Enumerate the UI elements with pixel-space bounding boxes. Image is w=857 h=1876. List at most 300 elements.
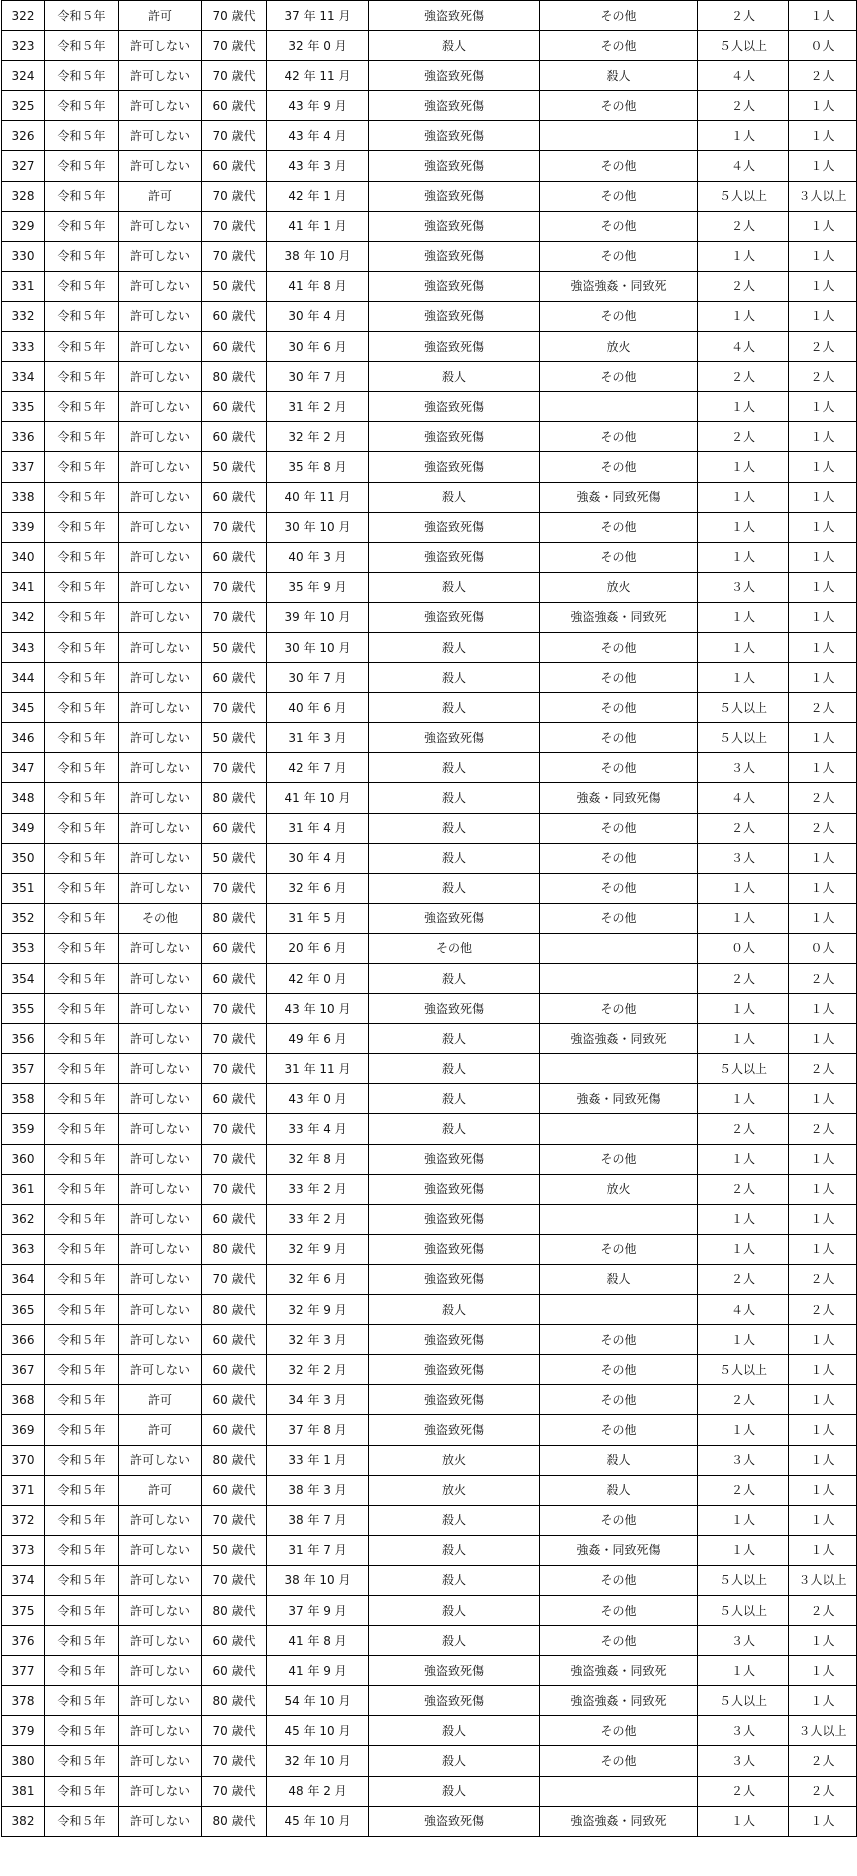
row-number-cell: 372 — [2, 1505, 45, 1535]
victims-count-cell: ２人 — [698, 422, 789, 452]
secondary-offense-cell — [540, 1776, 698, 1806]
decision-cell: 許可しない — [119, 1686, 202, 1716]
victims-count-cell: １人 — [698, 1505, 789, 1535]
secondary-offense-cell: その他 — [540, 723, 698, 753]
decision-cell: 許可しない — [119, 1626, 202, 1656]
primary-offense-cell: 殺人 — [369, 813, 540, 843]
table-row — [2, 663, 857, 693]
victims-count-cell: ２人 — [698, 362, 789, 392]
primary-offense-cell: 殺人 — [369, 1295, 540, 1325]
row-number-cell: 368 — [2, 1385, 45, 1415]
row-number-cell: 324 — [2, 61, 45, 91]
period-cell: 33 年 2 月 — [267, 1204, 369, 1234]
victims-count-cell: １人 — [698, 663, 789, 693]
row-number-cell: 328 — [2, 181, 45, 211]
period-cell: 39 年 10 月 — [267, 602, 369, 632]
primary-offense-cell: 強盗致死傷 — [369, 392, 540, 422]
table-row — [2, 422, 857, 452]
secondary-offense-cell: その他 — [540, 1595, 698, 1625]
secondary-offense-cell: その他 — [540, 753, 698, 783]
year-cell: 令和５年 — [45, 1204, 119, 1234]
year-cell: 令和５年 — [45, 332, 119, 362]
row-number-cell: 322 — [2, 1, 45, 31]
period-cell: 41 年 9 月 — [267, 1656, 369, 1686]
row-number-cell: 380 — [2, 1746, 45, 1776]
decision-cell: 許可しない — [119, 1054, 202, 1084]
year-cell: 令和５年 — [45, 392, 119, 422]
primary-offense-cell: 強盗致死傷 — [369, 1234, 540, 1264]
decision-cell: 許可しない — [119, 1565, 202, 1595]
age-group-cell: 80 歳代 — [202, 1686, 267, 1716]
deaths-count-cell: １人 — [789, 602, 857, 632]
age-group-cell: 80 歳代 — [202, 1234, 267, 1264]
row-number-cell: 375 — [2, 1595, 45, 1625]
secondary-offense-cell: その他 — [540, 663, 698, 693]
row-number-cell: 346 — [2, 723, 45, 753]
age-group-cell: 70 歳代 — [202, 181, 267, 211]
table-row — [2, 241, 857, 271]
victims-count-cell: １人 — [698, 1806, 789, 1836]
victims-count-cell: ５人以上 — [698, 1595, 789, 1625]
year-cell: 令和５年 — [45, 1505, 119, 1535]
table-row — [2, 783, 857, 813]
deaths-count-cell: １人 — [789, 1, 857, 31]
deaths-count-cell: １人 — [789, 121, 857, 151]
table-row — [2, 1204, 857, 1234]
primary-offense-cell: 殺人 — [369, 843, 540, 873]
deaths-count-cell: １人 — [789, 271, 857, 301]
primary-offense-cell: 強盗致死傷 — [369, 1355, 540, 1385]
table-row — [2, 1385, 857, 1415]
row-number-cell: 342 — [2, 602, 45, 632]
document-page — [1, 0, 857, 1837]
primary-offense-cell: 殺人 — [369, 1776, 540, 1806]
victims-count-cell: ５人以上 — [698, 1686, 789, 1716]
secondary-offense-cell: その他 — [540, 1325, 698, 1355]
secondary-offense-cell: その他 — [540, 1505, 698, 1535]
row-number-cell: 361 — [2, 1174, 45, 1204]
secondary-offense-cell: 強盗強姦・同致死 — [540, 1656, 698, 1686]
year-cell: 令和５年 — [45, 1595, 119, 1625]
row-number-cell: 381 — [2, 1776, 45, 1806]
decision-cell: 許可しない — [119, 301, 202, 331]
victims-count-cell: ３人 — [698, 753, 789, 783]
primary-offense-cell: 殺人 — [369, 632, 540, 662]
year-cell: 令和５年 — [45, 1114, 119, 1144]
primary-offense-cell: 殺人 — [369, 1505, 540, 1535]
secondary-offense-cell: 殺人 — [540, 61, 698, 91]
deaths-count-cell: １人 — [789, 422, 857, 452]
primary-offense-cell: 強盗致死傷 — [369, 452, 540, 482]
secondary-offense-cell — [540, 1114, 698, 1144]
period-cell: 40 年 3 月 — [267, 542, 369, 572]
primary-offense-cell: 殺人 — [369, 572, 540, 602]
decision-cell: 許可しない — [119, 211, 202, 241]
victims-count-cell: １人 — [698, 632, 789, 662]
deaths-count-cell: ２人 — [789, 1264, 857, 1294]
primary-offense-cell: 強盗致死傷 — [369, 1144, 540, 1174]
decision-cell: 許可しない — [119, 663, 202, 693]
primary-offense-cell: 強盗致死傷 — [369, 903, 540, 933]
table-row — [2, 31, 857, 61]
primary-offense-cell: 強盗致死傷 — [369, 241, 540, 271]
table-row — [2, 723, 857, 753]
primary-offense-cell: 強盗致死傷 — [369, 1686, 540, 1716]
period-cell: 45 年 10 月 — [267, 1716, 369, 1746]
decision-cell: 許可しない — [119, 1174, 202, 1204]
row-number-cell: 345 — [2, 693, 45, 723]
age-group-cell: 70 歳代 — [202, 1264, 267, 1294]
victims-count-cell: ４人 — [698, 61, 789, 91]
row-number-cell: 367 — [2, 1355, 45, 1385]
primary-offense-cell: 強盗致死傷 — [369, 723, 540, 753]
primary-offense-cell: 放火 — [369, 1445, 540, 1475]
decision-cell: 許可しない — [119, 873, 202, 903]
decision-cell: 許可しない — [119, 392, 202, 422]
row-number-cell: 326 — [2, 121, 45, 151]
age-group-cell: 60 歳代 — [202, 1475, 267, 1505]
period-cell: 30 年 10 月 — [267, 512, 369, 542]
row-number-cell: 347 — [2, 753, 45, 783]
row-number-cell: 348 — [2, 783, 45, 813]
period-cell: 30 年 6 月 — [267, 332, 369, 362]
primary-offense-cell: 強盗致死傷 — [369, 61, 540, 91]
primary-offense-cell: 強盗致死傷 — [369, 1656, 540, 1686]
year-cell: 令和５年 — [45, 241, 119, 271]
row-number-cell: 359 — [2, 1114, 45, 1144]
decision-cell: 許可しない — [119, 1716, 202, 1746]
table-row — [2, 1174, 857, 1204]
table-row — [2, 1295, 857, 1325]
year-cell: 令和５年 — [45, 1144, 119, 1174]
table-row — [2, 1806, 857, 1836]
deaths-count-cell: １人 — [789, 572, 857, 602]
decision-cell: 許可しない — [119, 1806, 202, 1836]
deaths-count-cell: １人 — [789, 873, 857, 903]
decision-cell: 許可しない — [119, 362, 202, 392]
decision-cell: 許可しない — [119, 933, 202, 963]
primary-offense-cell: 殺人 — [369, 1626, 540, 1656]
age-group-cell: 60 歳代 — [202, 91, 267, 121]
deaths-count-cell: １人 — [789, 452, 857, 482]
age-group-cell: 70 歳代 — [202, 572, 267, 602]
age-group-cell: 50 歳代 — [202, 723, 267, 753]
row-number-cell: 341 — [2, 572, 45, 602]
age-group-cell: 70 歳代 — [202, 1, 267, 31]
primary-offense-cell: 強盗致死傷 — [369, 994, 540, 1024]
deaths-count-cell: ２人 — [789, 1746, 857, 1776]
secondary-offense-cell: 強盗強姦・同致死 — [540, 602, 698, 632]
table-row — [2, 1776, 857, 1806]
deaths-count-cell: １人 — [789, 843, 857, 873]
period-cell: 40 年 11 月 — [267, 482, 369, 512]
secondary-offense-cell: その他 — [540, 301, 698, 331]
primary-offense-cell: 殺人 — [369, 1024, 540, 1054]
period-cell: 42 年 0 月 — [267, 964, 369, 994]
secondary-offense-cell: 放火 — [540, 1174, 698, 1204]
age-group-cell: 50 歳代 — [202, 452, 267, 482]
victims-count-cell: ５人以上 — [698, 693, 789, 723]
victims-count-cell: ５人以上 — [698, 181, 789, 211]
secondary-offense-cell: その他 — [540, 1415, 698, 1445]
primary-offense-cell: 殺人 — [369, 31, 540, 61]
secondary-offense-cell: 強盗強姦・同致死 — [540, 271, 698, 301]
age-group-cell: 70 歳代 — [202, 241, 267, 271]
secondary-offense-cell: その他 — [540, 151, 698, 181]
table-row — [2, 1114, 857, 1144]
decision-cell: 許可しない — [119, 31, 202, 61]
deaths-count-cell: ２人 — [789, 1054, 857, 1084]
primary-offense-cell: 強盗致死傷 — [369, 422, 540, 452]
year-cell: 令和５年 — [45, 1264, 119, 1294]
deaths-count-cell: ３人以上 — [789, 1565, 857, 1595]
victims-count-cell: ２人 — [698, 1114, 789, 1144]
year-cell: 令和５年 — [45, 1565, 119, 1595]
secondary-offense-cell — [540, 1295, 698, 1325]
deaths-count-cell: １人 — [789, 663, 857, 693]
primary-offense-cell: 殺人 — [369, 1565, 540, 1595]
table-row — [2, 1264, 857, 1294]
primary-offense-cell: 殺人 — [369, 663, 540, 693]
secondary-offense-cell: その他 — [540, 873, 698, 903]
decision-cell: 許可しない — [119, 632, 202, 662]
row-number-cell: 352 — [2, 903, 45, 933]
victims-count-cell: １人 — [698, 1656, 789, 1686]
row-number-cell: 323 — [2, 31, 45, 61]
deaths-count-cell: １人 — [789, 512, 857, 542]
year-cell: 令和５年 — [45, 1415, 119, 1445]
year-cell: 令和５年 — [45, 964, 119, 994]
secondary-offense-cell: その他 — [540, 1746, 698, 1776]
row-number-cell: 364 — [2, 1264, 45, 1294]
deaths-count-cell: ２人 — [789, 61, 857, 91]
secondary-offense-cell: その他 — [540, 693, 698, 723]
row-number-cell: 379 — [2, 1716, 45, 1746]
decision-cell: 許可しない — [119, 271, 202, 301]
age-group-cell: 70 歳代 — [202, 512, 267, 542]
primary-offense-cell: 強盗致死傷 — [369, 332, 540, 362]
row-number-cell: 358 — [2, 1084, 45, 1114]
victims-count-cell: １人 — [698, 1234, 789, 1264]
table-row — [2, 512, 857, 542]
victims-count-cell: ２人 — [698, 1, 789, 31]
decision-cell: 許可しない — [119, 1776, 202, 1806]
age-group-cell: 70 歳代 — [202, 1505, 267, 1535]
age-group-cell: 60 歳代 — [202, 301, 267, 331]
primary-offense-cell: その他 — [369, 933, 540, 963]
row-number-cell: 350 — [2, 843, 45, 873]
deaths-count-cell: １人 — [789, 1144, 857, 1174]
victims-count-cell: １人 — [698, 241, 789, 271]
table-row — [2, 1084, 857, 1114]
year-cell: 令和５年 — [45, 1626, 119, 1656]
primary-offense-cell: 放火 — [369, 1475, 540, 1505]
victims-count-cell: ２人 — [698, 271, 789, 301]
decision-cell: 許可しない — [119, 1114, 202, 1144]
period-cell: 40 年 6 月 — [267, 693, 369, 723]
secondary-offense-cell: その他 — [540, 211, 698, 241]
table-row — [2, 994, 857, 1024]
victims-count-cell: ５人以上 — [698, 1054, 789, 1084]
victims-count-cell: ３人 — [698, 1626, 789, 1656]
secondary-offense-cell: その他 — [540, 1355, 698, 1385]
secondary-offense-cell — [540, 964, 698, 994]
victims-count-cell: ３人 — [698, 1746, 789, 1776]
period-cell: 31 年 11 月 — [267, 1054, 369, 1084]
year-cell: 令和５年 — [45, 1174, 119, 1204]
decision-cell: 許可しない — [119, 1295, 202, 1325]
deaths-count-cell: １人 — [789, 1024, 857, 1054]
row-number-cell: 373 — [2, 1535, 45, 1565]
victims-count-cell: ２人 — [698, 813, 789, 843]
row-number-cell: 363 — [2, 1234, 45, 1264]
period-cell: 31 年 5 月 — [267, 903, 369, 933]
row-number-cell: 360 — [2, 1144, 45, 1174]
secondary-offense-cell: その他 — [540, 632, 698, 662]
table-row — [2, 1415, 857, 1445]
table-row — [2, 1716, 857, 1746]
primary-offense-cell: 殺人 — [369, 1746, 540, 1776]
year-cell: 令和５年 — [45, 271, 119, 301]
primary-offense-cell: 強盗致死傷 — [369, 121, 540, 151]
table-row — [2, 903, 857, 933]
deaths-count-cell: １人 — [789, 392, 857, 422]
row-number-cell: 366 — [2, 1325, 45, 1355]
victims-count-cell: １人 — [698, 1144, 789, 1174]
age-group-cell: 60 歳代 — [202, 392, 267, 422]
period-cell: 30 年 7 月 — [267, 663, 369, 693]
secondary-offense-cell: その他 — [540, 843, 698, 873]
table-row — [2, 271, 857, 301]
primary-offense-cell: 強盗致死傷 — [369, 1415, 540, 1445]
row-number-cell: 336 — [2, 422, 45, 452]
secondary-offense-cell: 強盗強姦・同致死 — [540, 1024, 698, 1054]
table-row — [2, 1595, 857, 1625]
deaths-count-cell: １人 — [789, 1686, 857, 1716]
row-number-cell: 329 — [2, 211, 45, 241]
victims-count-cell: ５人以上 — [698, 31, 789, 61]
period-cell: 43 年 3 月 — [267, 151, 369, 181]
victims-count-cell: １人 — [698, 1535, 789, 1565]
table-row — [2, 753, 857, 783]
secondary-offense-cell — [540, 933, 698, 963]
secondary-offense-cell: 強盗強姦・同致死 — [540, 1806, 698, 1836]
period-cell: 41 年 1 月 — [267, 211, 369, 241]
secondary-offense-cell: その他 — [540, 1626, 698, 1656]
table-row — [2, 332, 857, 362]
decision-cell: 許可しない — [119, 693, 202, 723]
period-cell: 48 年 2 月 — [267, 1776, 369, 1806]
age-group-cell: 60 歳代 — [202, 663, 267, 693]
primary-offense-cell: 強盗致死傷 — [369, 211, 540, 241]
deaths-count-cell: １人 — [789, 723, 857, 753]
deaths-count-cell: １人 — [789, 482, 857, 512]
period-cell: 43 年 0 月 — [267, 1084, 369, 1114]
row-number-cell: 351 — [2, 873, 45, 903]
secondary-offense-cell: 放火 — [540, 572, 698, 602]
year-cell: 令和５年 — [45, 783, 119, 813]
secondary-offense-cell: その他 — [540, 994, 698, 1024]
victims-count-cell: ２人 — [698, 1264, 789, 1294]
age-group-cell: 60 歳代 — [202, 933, 267, 963]
age-group-cell: 70 歳代 — [202, 121, 267, 151]
table-row — [2, 873, 857, 903]
deaths-count-cell: ３人以上 — [789, 1716, 857, 1746]
age-group-cell: 60 歳代 — [202, 1204, 267, 1234]
decision-cell: 許可しない — [119, 542, 202, 572]
victims-count-cell: ２人 — [698, 1475, 789, 1505]
period-cell: 38 年 7 月 — [267, 1505, 369, 1535]
table-row — [2, 1054, 857, 1084]
secondary-offense-cell — [540, 392, 698, 422]
year-cell: 令和５年 — [45, 933, 119, 963]
age-group-cell: 70 歳代 — [202, 1716, 267, 1746]
secondary-offense-cell: その他 — [540, 181, 698, 211]
deaths-count-cell: １人 — [789, 632, 857, 662]
period-cell: 42 年 1 月 — [267, 181, 369, 211]
secondary-offense-cell: 強姦・同致死傷 — [540, 482, 698, 512]
period-cell: 38 年 10 月 — [267, 241, 369, 271]
table-row — [2, 1475, 857, 1505]
decision-cell: 許可 — [119, 1415, 202, 1445]
deaths-count-cell: １人 — [789, 1626, 857, 1656]
year-cell: 令和５年 — [45, 1806, 119, 1836]
year-cell: 令和５年 — [45, 602, 119, 632]
decision-cell: 許可しない — [119, 1325, 202, 1355]
age-group-cell: 60 歳代 — [202, 482, 267, 512]
secondary-offense-cell: その他 — [540, 813, 698, 843]
period-cell: 30 年 4 月 — [267, 843, 369, 873]
secondary-offense-cell: その他 — [540, 452, 698, 482]
period-cell: 33 年 1 月 — [267, 1445, 369, 1475]
row-number-cell: 362 — [2, 1204, 45, 1234]
table-row — [2, 1325, 857, 1355]
victims-count-cell: １人 — [698, 1415, 789, 1445]
table-row — [2, 1656, 857, 1686]
age-group-cell: 80 歳代 — [202, 903, 267, 933]
row-number-cell: 327 — [2, 151, 45, 181]
period-cell: 37 年 8 月 — [267, 1415, 369, 1445]
table-row — [2, 693, 857, 723]
row-number-cell: 338 — [2, 482, 45, 512]
period-cell: 32 年 2 月 — [267, 1355, 369, 1385]
year-cell: 令和５年 — [45, 1716, 119, 1746]
year-cell: 令和５年 — [45, 121, 119, 151]
secondary-offense-cell: その他 — [540, 1, 698, 31]
table-row — [2, 1535, 857, 1565]
row-number-cell: 374 — [2, 1565, 45, 1595]
primary-offense-cell: 強盗致死傷 — [369, 602, 540, 632]
year-cell: 令和５年 — [45, 31, 119, 61]
deaths-count-cell: ２人 — [789, 813, 857, 843]
age-group-cell: 80 歳代 — [202, 1445, 267, 1475]
year-cell: 令和５年 — [45, 151, 119, 181]
secondary-offense-cell: 強姦・同致死傷 — [540, 1084, 698, 1114]
age-group-cell: 50 歳代 — [202, 632, 267, 662]
victims-count-cell: １人 — [698, 1024, 789, 1054]
secondary-offense-cell: その他 — [540, 31, 698, 61]
age-group-cell: 60 歳代 — [202, 1656, 267, 1686]
age-group-cell: 70 歳代 — [202, 602, 267, 632]
decision-cell: 許可 — [119, 1475, 202, 1505]
period-cell: 34 年 3 月 — [267, 1385, 369, 1415]
table-row — [2, 452, 857, 482]
primary-offense-cell: 強盗致死傷 — [369, 1264, 540, 1294]
year-cell: 令和５年 — [45, 632, 119, 662]
age-group-cell: 50 歳代 — [202, 1535, 267, 1565]
age-group-cell: 60 歳代 — [202, 1385, 267, 1415]
primary-offense-cell: 殺人 — [369, 1535, 540, 1565]
